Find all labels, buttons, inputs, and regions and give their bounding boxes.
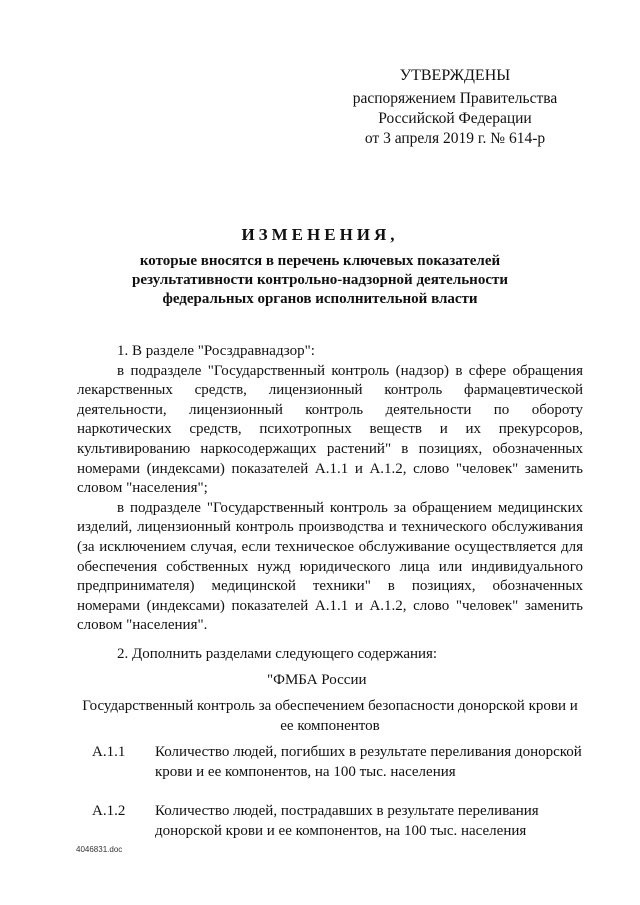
subtitle-line-2: результативности контрольно-надзорной деятельности [132, 272, 508, 288]
section-1-paragraph-1: в подразделе "Государственный контроль (надзор) в сфере обращения лекарственных средств, лицензионный контроль фармацевтической деятельности, лицензионный контроль деятельности по обороту наркотических средств, психотропных веществ и их прекурсоров, культивированию наркосодержащих растений" в позициях, обозначенных номерами (индексами) показателей А.1.1 и А.1.2, слово "человек" заменить словом "населения"; [77, 362, 583, 497]
indicator-description: Количество людей, погибших в результате переливания донорской крови и ее компонентов, на 100 тыс. населения [155, 744, 582, 780]
indicator-code: А.1.1 [92, 744, 126, 761]
subtitle-line-1: которые вносятся в перечень ключевых показателей [139, 253, 501, 269]
document-title: ИЗМЕНЕНИЯ, [241, 225, 399, 244]
indicator-row [77, 743, 583, 782]
agency-heading: "ФМБА России [267, 671, 367, 688]
section-1-intro: 1. В разделе "Росздравнадзор": [117, 343, 315, 359]
section-1-paragraph-2: в подразделе "Государственный контроль за обращением медицинских изделий, лицензионный контроль производства и технического обслуживания (за исключением случая, если техническое обслуживание осуществляется для обеспечения собственных нужд юридического лица или индивидуального предпринимателя) медицинской техники" в позициях, обозначенных номерами (индексами) показателей А.1.1 и А.1.2, слово "человек" заменить словом "населения". [77, 499, 583, 634]
section-2-intro: 2. Дополнить разделами следующего содержания: [117, 645, 438, 662]
subtitle-line-3: федеральных органов исполнительной власти [162, 291, 478, 307]
indicator-code: А.1.2 [92, 803, 126, 820]
approval-heading: УТВЕРЖДЕНЫ [399, 67, 511, 84]
approval-line-2: Российской Федерации [378, 110, 532, 127]
approval-block [340, 66, 570, 149]
indicator-row [77, 802, 583, 841]
file-name-footer: 4046831.doc [76, 845, 123, 854]
section-heading: Государственный контроль за обеспечением безопасности донорской крови и ее компонентов [82, 698, 578, 734]
approval-line-3: от 3 апреля 2019 г. № 614-р [364, 130, 546, 147]
approval-line-1: распоряжением Правительства [352, 90, 558, 107]
document-body [77, 342, 583, 842]
document-subtitle [0, 252, 640, 309]
indicator-description: Количество людей, пострадавших в результате переливания донорской крови и ее компонентов, на 100 тыс. населения [155, 803, 539, 840]
